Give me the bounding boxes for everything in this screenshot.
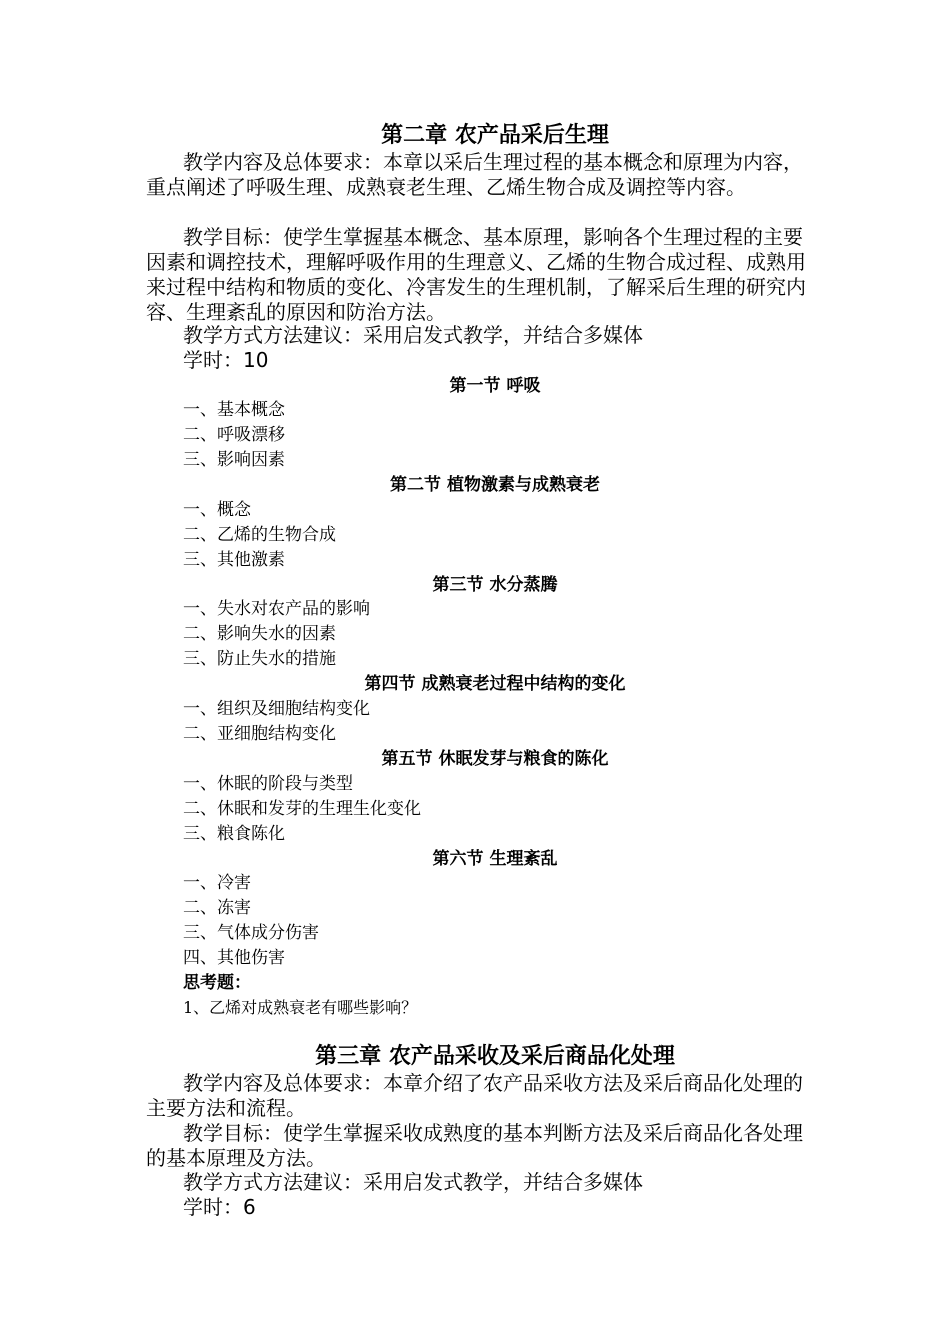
list-item: 四、其他伤害 bbox=[183, 948, 285, 968]
list-item: 三、防止失水的措施 bbox=[183, 649, 336, 669]
list-item: 二、影响失水的因素 bbox=[183, 624, 336, 644]
list-item: 一、休眠的阶段与类型 bbox=[183, 774, 353, 794]
chapter-3-teaching-method: 教学方式方法建议：采用启发式教学，并结合多媒体 bbox=[183, 1170, 643, 1194]
chapter-2-content-requirements: 教学内容及总体要求：本章以采后生理过程的基本概念和原理为内容，重点阐述了呼吸生理、成熟衰老生理、乙烯生物合成及调控等内容。 bbox=[146, 150, 803, 199]
chapter-3-objectives: 教学目标：使学生掌握采收成熟度的基本判断方法及采后商品化各处理的基本原理及方法。 bbox=[146, 1121, 803, 1170]
section-title: 第六节 生理紊乱 bbox=[432, 849, 558, 869]
chapter-2-hours: 学时：10 bbox=[183, 348, 269, 372]
question-item: 1、乙烯对成熟衰老有哪些影响？ bbox=[183, 998, 418, 1017]
list-item: 三、粮食陈化 bbox=[183, 824, 285, 844]
list-item: 一、冷害 bbox=[183, 873, 251, 893]
list-item: 三、影响因素 bbox=[183, 450, 285, 470]
chapter-2-title: 第二章 农产品采后生理 bbox=[381, 123, 609, 148]
chapter-2-objectives: 教学目标：使学生掌握基本概念、基本原理，影响各个生理过程的主要因素和调控技术，理解呼吸作用的生理意义、乙烯的生物合成过程、成熟用来过程中结构和物质的变化、冷害发生的生理机制，了解采后生理的研究内容、生理紊乱的原因和防治方法。 bbox=[146, 225, 806, 324]
list-item: 一、组织及细胞结构变化 bbox=[183, 699, 370, 719]
list-item: 三、其他激素 bbox=[183, 550, 285, 570]
questions-label: 思考题： bbox=[183, 973, 251, 993]
list-item: 二、呼吸漂移 bbox=[183, 425, 285, 445]
list-item: 二、乙烯的生物合成 bbox=[183, 525, 336, 545]
section-title: 第三节 水分蒸腾 bbox=[432, 575, 558, 595]
list-item: 二、亚细胞结构变化 bbox=[183, 724, 336, 744]
list-item: 一、概念 bbox=[183, 500, 251, 520]
list-item: 二、休眠和发芽的生理生化变化 bbox=[183, 799, 421, 819]
section-title: 第五节 休眠发芽与粮食的陈化 bbox=[381, 749, 609, 769]
list-item: 三、气体成分伤害 bbox=[183, 923, 319, 943]
section-title: 第一节 呼吸 bbox=[449, 376, 541, 396]
list-item: 一、基本概念 bbox=[183, 400, 285, 420]
chapter-3-title: 第三章 农产品采收及采后商品化处理 bbox=[315, 1044, 675, 1069]
chapter-3-hours: 学时：6 bbox=[183, 1195, 256, 1219]
list-item: 一、失水对农产品的影响 bbox=[183, 599, 370, 619]
list-item: 二、冻害 bbox=[183, 898, 251, 918]
section-title: 第四节 成熟衰老过程中结构的变化 bbox=[364, 674, 626, 694]
chapter-3-content-requirements: 教学内容及总体要求：本章介绍了农产品采收方法及采后商品化处理的主要方法和流程。 bbox=[146, 1071, 803, 1120]
section-title: 第二节 植物激素与成熟衰老 bbox=[390, 475, 600, 495]
chapter-2-teaching-method: 教学方式方法建议：采用启发式教学，并结合多媒体 bbox=[183, 323, 643, 347]
